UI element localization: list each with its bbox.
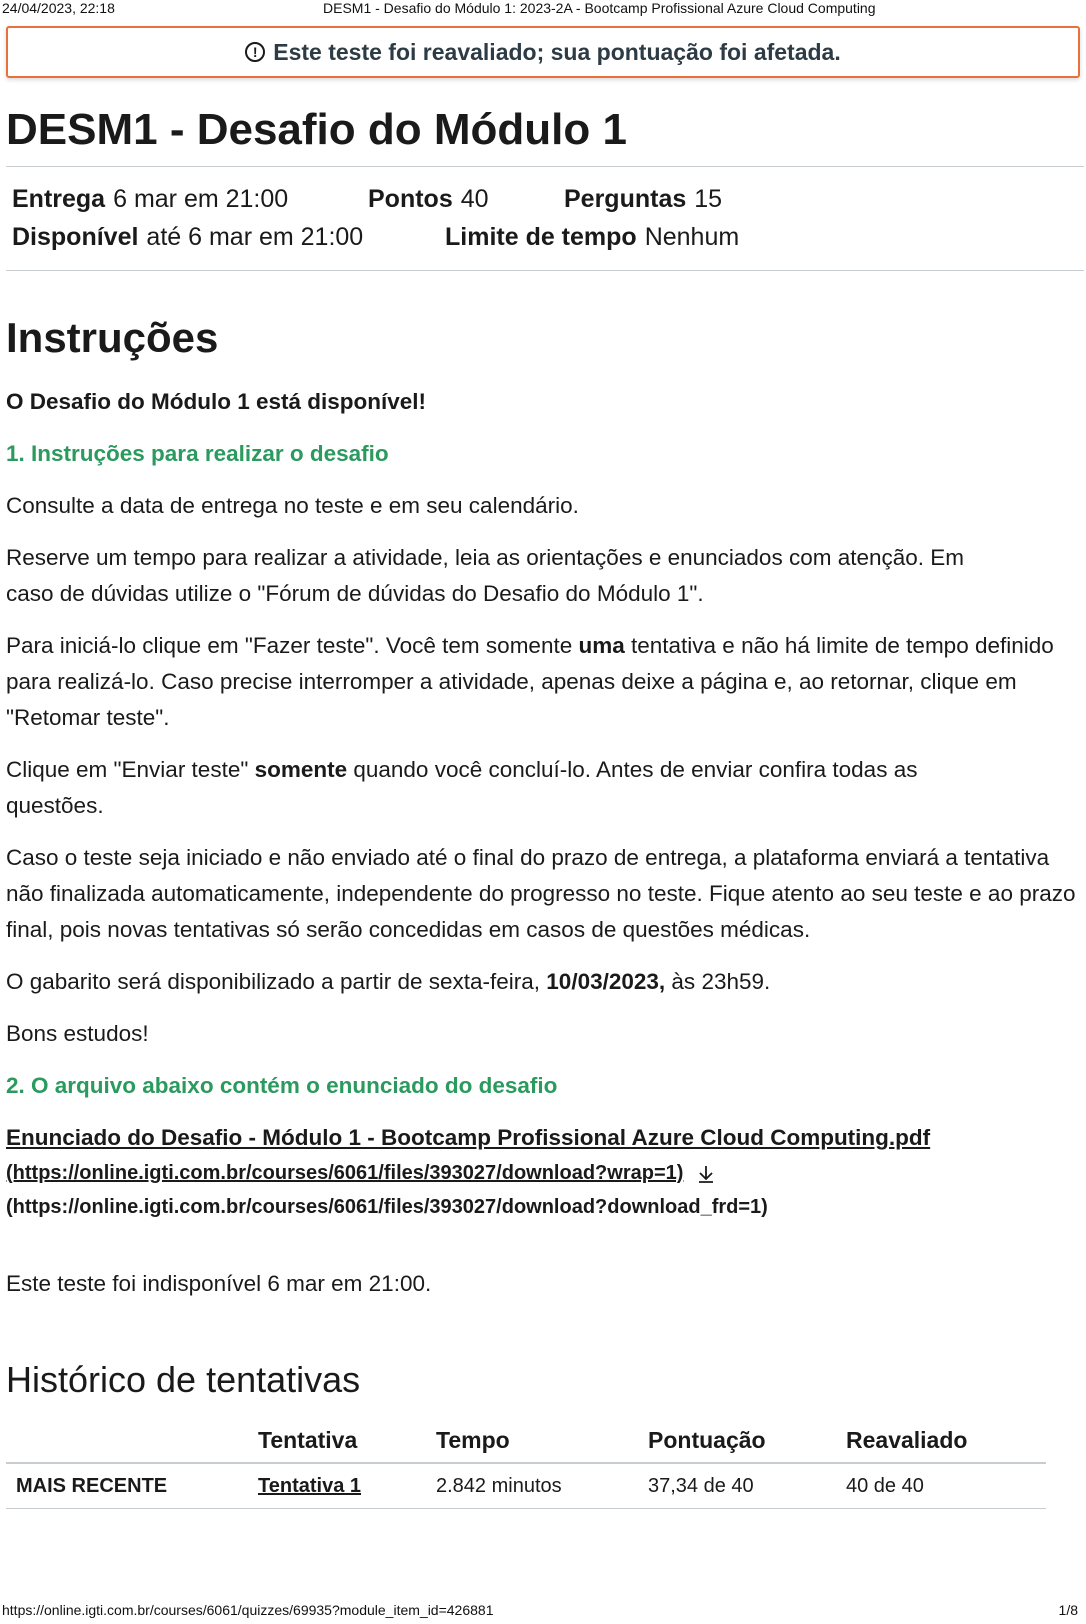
meta-entrega-value: 6 mar em 21:00	[113, 185, 289, 213]
column-header	[6, 1418, 258, 1463]
attempt-link[interactable]: Tentativa 1	[258, 1474, 361, 1497]
instructions-body	[6, 384, 1076, 1224]
file-link[interactable]: Enunciado do Desafio - Módulo 1 - Bootcamp Profissional Azure Cloud Computing.pdf	[6, 1125, 931, 1150]
intro-text: O Desafio do Módulo 1 está disponível!	[6, 389, 427, 414]
meta-limite-label: Limite de tempo	[445, 223, 637, 251]
print-datetime: 24/04/2023, 22:18	[2, 0, 115, 16]
alert-text: Este teste foi reavaliado; sua pontuação foi afetada.	[273, 38, 841, 65]
section-2-heading: 2. O arquivo abaixo contém o enunciado do desafio	[6, 1073, 558, 1098]
paragraph-3: Para iniciá-lo clique em "Fazer teste". Você tem somente uma tentativa e não há limite de tempo definido para realizá-lo. Caso precise interromper a atividade, apenas deixe a página e, ao retornar, clique em "Retomar teste".	[6, 633, 1054, 730]
print-header	[0, 0, 1086, 20]
meta-disponivel-value: até 6 mar em 21:00	[146, 223, 364, 251]
meta-entrega	[12, 184, 288, 214]
paragraph-2: Reserve um tempo para realizar a atividade, leia as orientações e enunciados com atenção. Em caso de dúvidas utilize o "Fórum de dúvidas do Desafio do Módulo 1".	[6, 545, 965, 606]
meta-perguntas	[564, 184, 722, 214]
divider	[6, 270, 1084, 271]
print-doc-title: DESM1 - Desafio do Módulo 1: 2023-2A - Bootcamp Profissional Azure Cloud Computing	[323, 0, 876, 16]
file-link-block	[6, 1120, 1076, 1224]
meta-pontos-value: 40	[460, 185, 489, 213]
file-url-link[interactable]: (https://online.igti.com.br/courses/6061/files/393027/download?wrap=1)	[6, 1162, 684, 1184]
divider	[6, 166, 1084, 167]
table-header-row	[6, 1418, 1046, 1463]
column-header: Tentativa	[258, 1426, 358, 1453]
meta-disponivel	[12, 222, 363, 252]
unavailable-note: Este teste foi indisponível 6 mar em 21:00.	[6, 1271, 432, 1296]
table-row	[6, 1463, 1046, 1509]
history-heading: Histórico de tentativas	[6, 1359, 361, 1400]
attempt-regraded: 40 de 40	[846, 1463, 1046, 1509]
download-icon[interactable]	[695, 1163, 717, 1185]
attempt-score: 37,34 de 40	[648, 1463, 846, 1509]
attempt-label: MAIS RECENTE	[6, 1463, 258, 1509]
paragraph-7: Bons estudos!	[6, 1021, 149, 1046]
print-url: https://online.igti.com.br/courses/6061/quizzes/69935?module_item_id=426881	[2, 1602, 494, 1618]
download-url: (https://online.igti.com.br/courses/6061/files/393027/download?download_frd=1)	[6, 1196, 768, 1218]
meta-perguntas-value: 15	[694, 185, 723, 213]
column-header: Reavaliado	[846, 1426, 968, 1453]
meta-disponivel-label: Disponível	[12, 223, 139, 251]
paragraph-1: Consulte a data de entrega no teste e em seu calendário.	[6, 493, 579, 518]
print-page-number: 1/8	[1058, 1602, 1078, 1618]
paragraph-6: O gabarito será disponibilizado a partir de sexta-feira, 10/03/2023, às 23h59.	[6, 969, 771, 994]
attempt-time: 2.842 minutos	[436, 1463, 648, 1509]
meta-perguntas-label: Perguntas	[564, 185, 687, 213]
meta-limite	[445, 222, 739, 252]
paragraph-4: Clique em "Enviar teste" somente quando você concluí-lo. Antes de enviar confira todas as questões.	[6, 757, 918, 818]
attempts-table	[6, 1418, 1046, 1509]
page-title: DESM1 - Desafio do Módulo 1	[6, 105, 627, 154]
column-header: Pontuação	[648, 1426, 766, 1453]
alert-circle-icon: !	[245, 42, 265, 62]
instructions-heading: Instruções	[6, 314, 219, 361]
column-header: Tempo	[436, 1426, 510, 1453]
meta-pontos	[368, 184, 489, 214]
meta-pontos-label: Pontos	[368, 185, 453, 213]
regraded-alert-banner	[6, 26, 1080, 78]
paragraph-5: Caso o teste seja iniciado e não enviado até o final do prazo de entrega, a plataforma enviará a tentativa não finalizada automaticamente, independente do progresso no teste. Fique atento ao seu teste e ao prazo final, pois novas tentativas só serão concedidas em casos de questões médicas.	[6, 845, 1076, 942]
section-1-heading: 1. Instruções para realizar o desafio	[6, 441, 389, 466]
print-footer	[0, 1600, 1086, 1620]
meta-entrega-label: Entrega	[12, 185, 106, 213]
meta-limite-value: Nenhum	[644, 223, 740, 251]
